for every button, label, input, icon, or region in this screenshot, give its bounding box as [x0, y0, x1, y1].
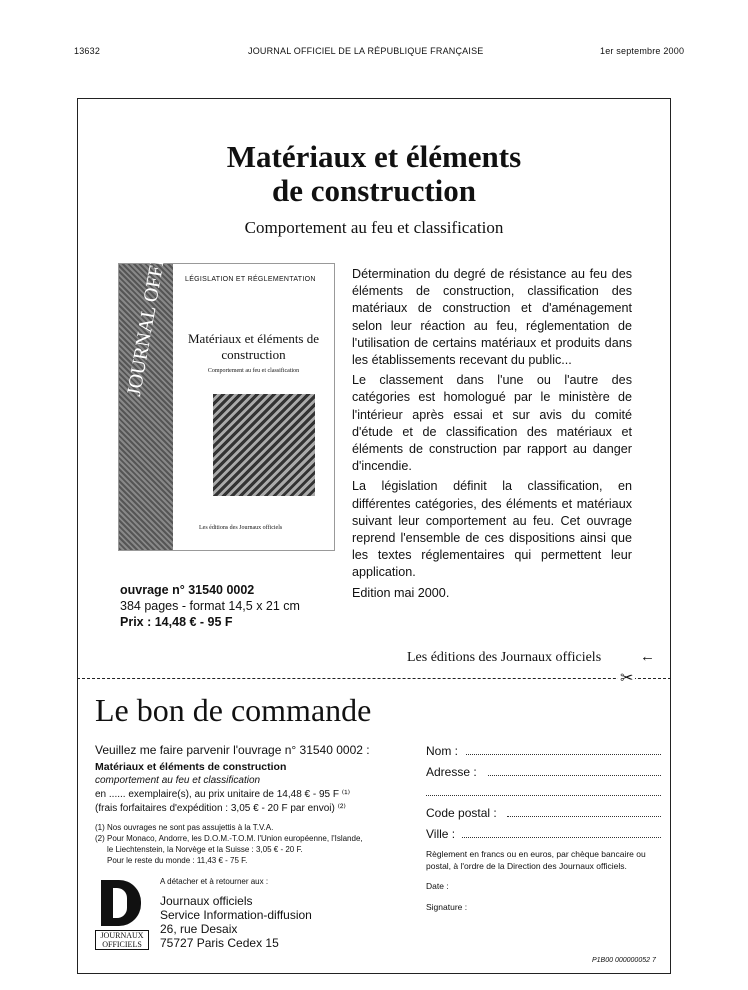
adresse-field[interactable] — [488, 775, 661, 776]
order-quantity-line[interactable]: en ...... exemplaire(s), au prix unitaire de 14,48 € - 95 F ⁽¹⁾ — [95, 789, 351, 800]
book-price: Prix : 14,48 € - 95 F — [120, 615, 233, 629]
cover-series: LÉGISLATION ET RÉGLEMENTATION — [185, 276, 316, 283]
page-date: 1er septembre 2000 — [600, 46, 685, 56]
adresse-field-2[interactable] — [426, 795, 661, 796]
nom-label: Nom : — [426, 744, 459, 758]
journaux-officiels-logo — [95, 880, 147, 948]
order-title: Le bon de commande — [95, 692, 372, 728]
logo-text-line2: OFFICIELS — [102, 940, 142, 949]
order-book-title: Matériaux et éléments de construction — [95, 761, 287, 773]
journal-title: JOURNAL OFFICIEL DE LA RÉPUBLIQUE FRANÇAISE — [248, 46, 484, 56]
code-postal-field[interactable] — [507, 816, 661, 817]
desc-edition: Edition mai 2000. — [352, 585, 450, 600]
date-label[interactable]: Date : — [426, 881, 449, 891]
order-notes — [95, 822, 363, 866]
desc-paragraph: Le classement dans l'une ou l'autre des catégories est homologué par le ministère de l'intérieur après essai et sur avis du comité d'étude et de classification des matériaux et éléments de construction par rapport au danger d'incendie. — [352, 373, 632, 474]
cover-title: Matériaux et éléments de construction — [187, 331, 320, 362]
book-cover — [118, 213, 335, 551]
adresse-label: Adresse : — [426, 765, 477, 779]
address-line: 75727 Paris Cedex 15 — [160, 936, 279, 950]
logo-text-line1: JOURNAUX — [100, 931, 144, 940]
desc-paragraph: Détermination du degré de résistance au feu des éléments de construction, classification des matériaux de construction et d'aménagement selon leur réaction au feu, réglementation de l'utilisation de certains matériaux et produits dans les établissements recevant du public... — [352, 267, 632, 368]
scissors-icon: ✂ — [620, 670, 634, 687]
cut-line — [77, 678, 671, 679]
note-1: (1) Nos ouvrages ne sont pas assujettis à la T.V.A. — [95, 823, 274, 832]
form-code: P1B00 000000052 7 — [592, 957, 656, 964]
book-info — [120, 582, 300, 630]
ad-subtitle: Comportement au feu et classification — [244, 218, 504, 237]
cover-editor: Les éditions des Journaux officiels — [199, 525, 283, 531]
return-label: A détacher et à retourner aux : — [160, 877, 269, 886]
address-line: Journaux officiels — [160, 894, 253, 908]
ville-field[interactable] — [462, 837, 661, 838]
book-reference: ouvrage n° 31540 0002 — [120, 583, 255, 597]
desc-paragraph: La législation définit la classification, en différentes catégories, des éléments et matériaux suivant leur comportement au feu. Cet ouvrage reprend l'ensemble de ces dispositions ainsi que les textes réglementaires qui permettent leur application. — [352, 479, 632, 580]
cover-spine-text: JOURNAL OFFICIEL — [123, 213, 177, 398]
ad-title-line2: de construction — [271, 173, 477, 208]
ad-title-line1: Matériaux et éléments — [226, 139, 522, 174]
note-2b: le Liechtenstein, la Norvège et la Suisse : 3,05 € - 20 F. — [107, 845, 303, 854]
address-line: 26, rue Desaix — [160, 922, 238, 936]
payment-info: Règlement en francs ou en euros, par chèque bancaire ou postal, à l'ordre de la Direction des Journaux officiels. — [426, 849, 646, 871]
publisher-name: Les éditions des Journaux officiels — [407, 650, 602, 665]
order-request: Veuillez me faire parvenir l'ouvrage n° 31540 0002 : — [95, 743, 370, 757]
page-number: 13632 — [74, 46, 101, 56]
return-address — [160, 894, 312, 950]
note-2c: Pour le reste du monde : 11,43 € - 75 F. — [107, 856, 248, 865]
nom-field[interactable] — [466, 754, 661, 755]
ville-label: Ville : — [426, 827, 456, 841]
cover-photo — [213, 394, 315, 496]
address-line: Service Information-diffusion — [160, 908, 312, 922]
cover-subtitle: Comportement au feu et classification — [207, 368, 300, 374]
book-pages: 384 pages - format 14,5 x 21 cm — [120, 599, 300, 613]
order-shipping-line: (frais forfaitaires d'expédition : 3,05 € - 20 F par envoi) ⁽²⁾ — [95, 803, 346, 814]
note-2a: (2) Pour Monaco, Andorre, les D.O.M.-T.O.M. l'Union européenne, l'Islande, — [95, 834, 363, 843]
arrow-left-icon: ← — [640, 648, 655, 665]
order-book-subtitle: comportement au feu et classification — [95, 775, 261, 786]
signature-label[interactable]: Signature : — [426, 902, 468, 912]
ad-description — [352, 266, 632, 605]
code-postal-label: Code postal : — [426, 806, 497, 820]
